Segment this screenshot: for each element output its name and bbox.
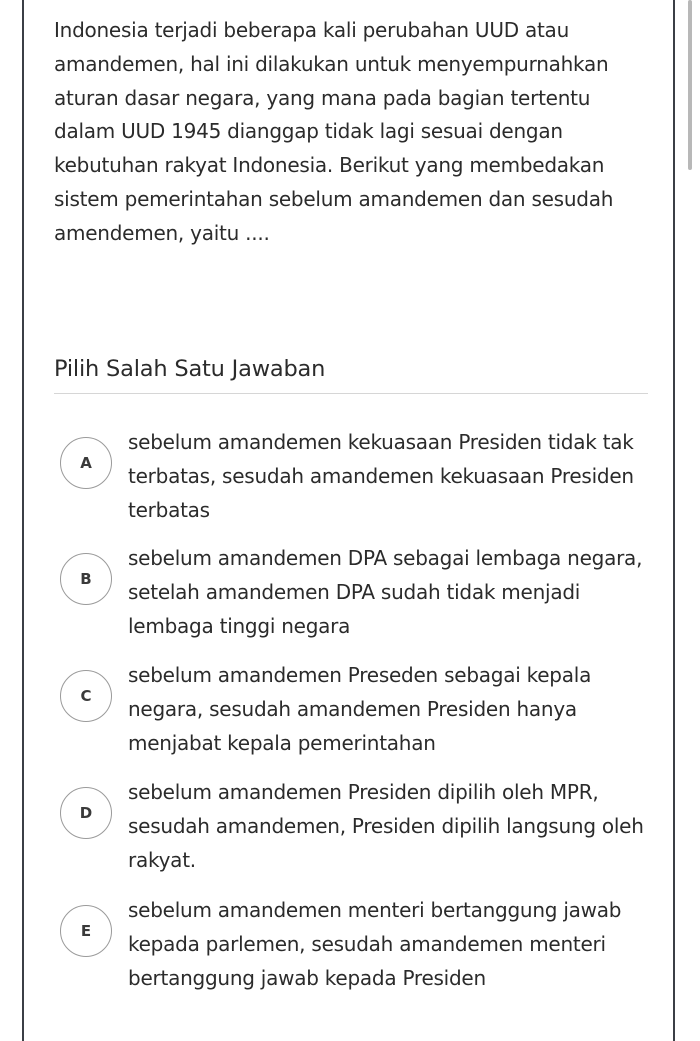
- frame-right-border: [673, 0, 675, 1041]
- option-text[interactable]: sebelum amandemen menteri bertanggung jawab kepada parlemen, sesudah amandemen menteri bertanggung jawab kepada Presiden: [128, 898, 622, 990]
- option-letter-circle[interactable]: B: [60, 553, 112, 605]
- frame-left-border: [22, 0, 24, 1041]
- option-letter-circle[interactable]: A: [60, 437, 112, 489]
- scrollbar[interactable]: [684, 0, 694, 1041]
- section-divider: [54, 393, 648, 394]
- question-text: Indonesia terjadi beberapa kali perubahan UUD atau amandemen, hal ini dilakukan untuk menyempurnahkan aturan dasar negara, yang mana pada bagian tertentu dalam UUD 1945 dianggap tidak lagi sesuai dengan kebutuhan rakyat Indonesia. Berikut yang membedakan sistem pemerintahan sebelum amandemen dan sesudah amendemen, yaitu ....: [54, 18, 614, 245]
- option-text[interactable]: sebelum amandemen Presiden dipilih oleh MPR, sesudah amandemen, Presiden dipilih langsung oleh rakyat.: [128, 780, 644, 872]
- option-text[interactable]: sebelum amandemen Preseden sebagai kepala negara, sesudah amandemen Presiden hanya menjabat kepala pemerintahan: [128, 663, 592, 755]
- option-letter-circle[interactable]: D: [60, 787, 112, 839]
- question-container: [54, 0, 654, 251]
- option-letter-circle[interactable]: E: [60, 905, 112, 957]
- section-title: Pilih Salah Satu Jawaban: [54, 356, 326, 382]
- option-text[interactable]: sebelum amandemen kekuasaan Presiden tidak tak terbatas, sesudah amandemen kekuasaan Presiden terbatas: [128, 430, 634, 522]
- option-text[interactable]: sebelum amandemen DPA sebagai lembaga negara, setelah amandemen DPA sudah tidak menjadi lembaga tinggi negara: [128, 546, 643, 638]
- scrollbar-thumb[interactable]: [688, 0, 692, 170]
- option-letter-circle[interactable]: C: [60, 670, 112, 722]
